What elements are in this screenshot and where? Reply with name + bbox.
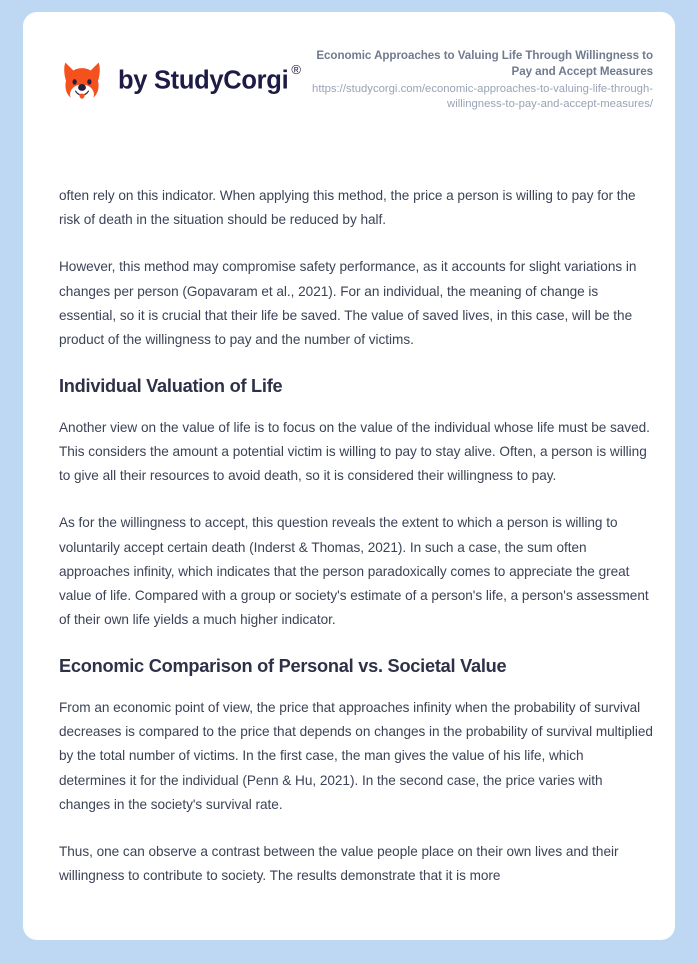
registered-trademark-icon: ®	[291, 61, 301, 77]
brand-logo[interactable]	[59, 58, 301, 104]
body-paragraph: From an economic point of view, the price that approaches infinity when the probability of survival decreases is compared to the price that depends on changes in the probability of survival multiplied by the total number of victims. In the first case, the man gives the value of his life, which determines it for the individual (Penn & Hu, 2021). In the second case, the price varies with changes in the society's survival rate.	[59, 699, 653, 812]
brand-name-text: by StudyCorgi	[118, 66, 289, 94]
section-heading: Economic Comparison of Personal vs. Societal Value	[59, 656, 507, 677]
document-url[interactable]: https://studycorgi.com/economic-approaches-to-valuing-life-through-willingness-to-pay-and-accept-measures/	[312, 83, 653, 111]
body-paragraph: As for the willingness to accept, this question reveals the extent to which a person is willing to voluntarily accept certain death (Inderst & Thomas, 2021). In such a case, the sum often approaches infinity, which indicates that the person paradoxically comes to appreciate the great value of life. Compared with a group or society's estimate of a person's life, a person's assessment of their own life yields a much higher indicator.	[59, 515, 649, 628]
brand-name	[118, 61, 301, 94]
document-title: Economic Approaches to Valuing Life Through Willingness to Pay and Accept Measures	[316, 49, 653, 78]
document-page	[23, 12, 675, 940]
body-paragraph: However, this method may compromise safety performance, as it accounts for slight variations in changes per person (Gopavaram et al., 2021). For an individual, the meaning of change is essential, so it is crucial that their life be saved. The value of saved lives, in this case, will be the product of the willingness to pay and the number of victims.	[59, 259, 637, 347]
body-paragraph: often rely on this indicator. When applying this method, the price a person is willing to pay for the risk of death in the situation should be reduced by half.	[59, 188, 636, 228]
document-header	[23, 12, 675, 111]
body-paragraph: Thus, one can observe a contrast between the value people place on their own lives and their willingness to contribute to society. The results demonstrate that it is more	[59, 843, 619, 884]
document-content	[23, 104, 675, 888]
corgi-logo-icon	[59, 58, 105, 104]
document-meta	[301, 48, 655, 112]
body-paragraph: Another view on the value of life is to focus on the value of the individual whose life must be saved. This considers the amount a potential victim is willing to pay to stay alive. Often, a person is willing to give all their resources to avoid death, so it is considered their willingness to pay.	[59, 419, 650, 484]
section-heading: Individual Valuation of Life	[59, 376, 283, 397]
